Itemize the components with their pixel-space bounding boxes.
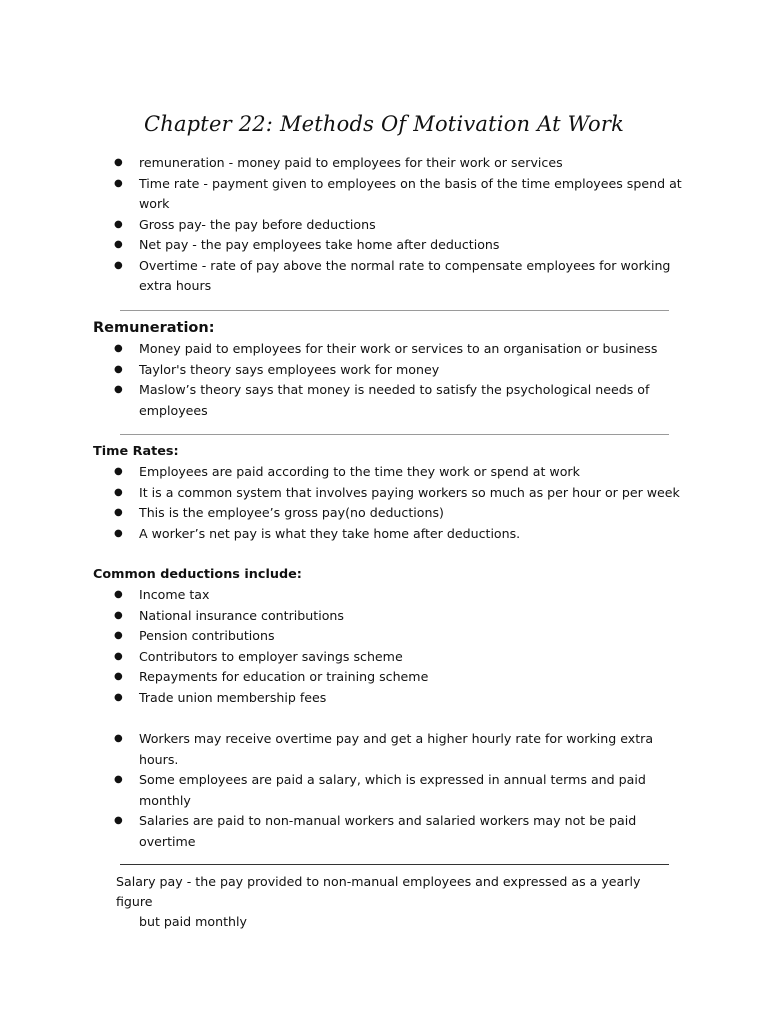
list-item: ● Repayments for education or training scheme: [93, 667, 683, 688]
section-divider: [120, 310, 669, 311]
time-rates-list: [93, 462, 683, 544]
list-item: ● Net pay - the pay employees take home after deductions: [93, 235, 683, 256]
list-item: ● It is a common system that involves paying workers so much as per hour or per week: [93, 483, 683, 504]
list-item: ● Pension contributions: [93, 626, 683, 647]
list-item: ● National insurance contributions: [93, 606, 683, 627]
list-item: ● Money paid to employees for their work or services to an organisation or business: [93, 339, 683, 360]
definitions-section: [93, 153, 683, 297]
definitions-list: [93, 153, 683, 297]
deductions-section: [93, 585, 683, 708]
list-item: ● Income tax: [93, 585, 683, 606]
remuneration-section: [93, 339, 683, 421]
list-item: ● Time rate - payment given to employees on the basis of the time employees spend at work: [93, 174, 683, 215]
overtime-salary-list: [93, 729, 683, 852]
list-item: ● Some employees are paid a salary, which is expressed in annual terms and paid monthly: [93, 770, 683, 811]
remuneration-heading: Remuneration:: [93, 320, 215, 336]
list-item: ● Gross pay- the pay before deductions: [93, 215, 683, 236]
list-item: ● Trade union membership fees: [93, 688, 683, 709]
salary-pay-line: Salary pay - the pay provided to non-manual employees and expressed as a yearly figure: [116, 874, 641, 909]
page-title: Chapter 22: Methods Of Motivation At Work: [143, 112, 625, 136]
list-item: ● Maslow’s theory says that money is needed to satisfy the psychological needs of employees: [93, 380, 683, 421]
deductions-list: [93, 585, 683, 708]
list-item: ● Employees are paid according to the time they work or spend at work: [93, 462, 683, 483]
list-item: ● Taylor's theory says employees work for money: [93, 360, 683, 381]
list-item: ● A worker’s net pay is what they take home after deductions.: [93, 524, 683, 545]
deductions-heading: Common deductions include:: [93, 567, 302, 582]
overtime-salary-section: [93, 729, 683, 852]
salary-pay-definition: [116, 872, 676, 932]
salary-pay-line-continued: but paid monthly: [139, 914, 247, 929]
list-item: ● This is the employee’s gross pay(no deductions): [93, 503, 683, 524]
list-item: ● remuneration - money paid to employees for their work or services: [93, 153, 683, 174]
section-divider: [120, 434, 669, 435]
list-item: ● Overtime - rate of pay above the normal rate to compensate employees for working extra hours: [93, 256, 683, 297]
section-divider: [120, 864, 669, 865]
time-rates-heading: Time Rates:: [93, 444, 179, 459]
list-item: ● Workers may receive overtime pay and get a higher hourly rate for working extra hours.: [93, 729, 683, 770]
remuneration-list: [93, 339, 683, 421]
list-item: ● Salaries are paid to non-manual workers and salaried workers may not be paid overtime: [93, 811, 683, 852]
list-item: ● Contributors to employer savings scheme: [93, 647, 683, 668]
time-rates-section: [93, 462, 683, 544]
